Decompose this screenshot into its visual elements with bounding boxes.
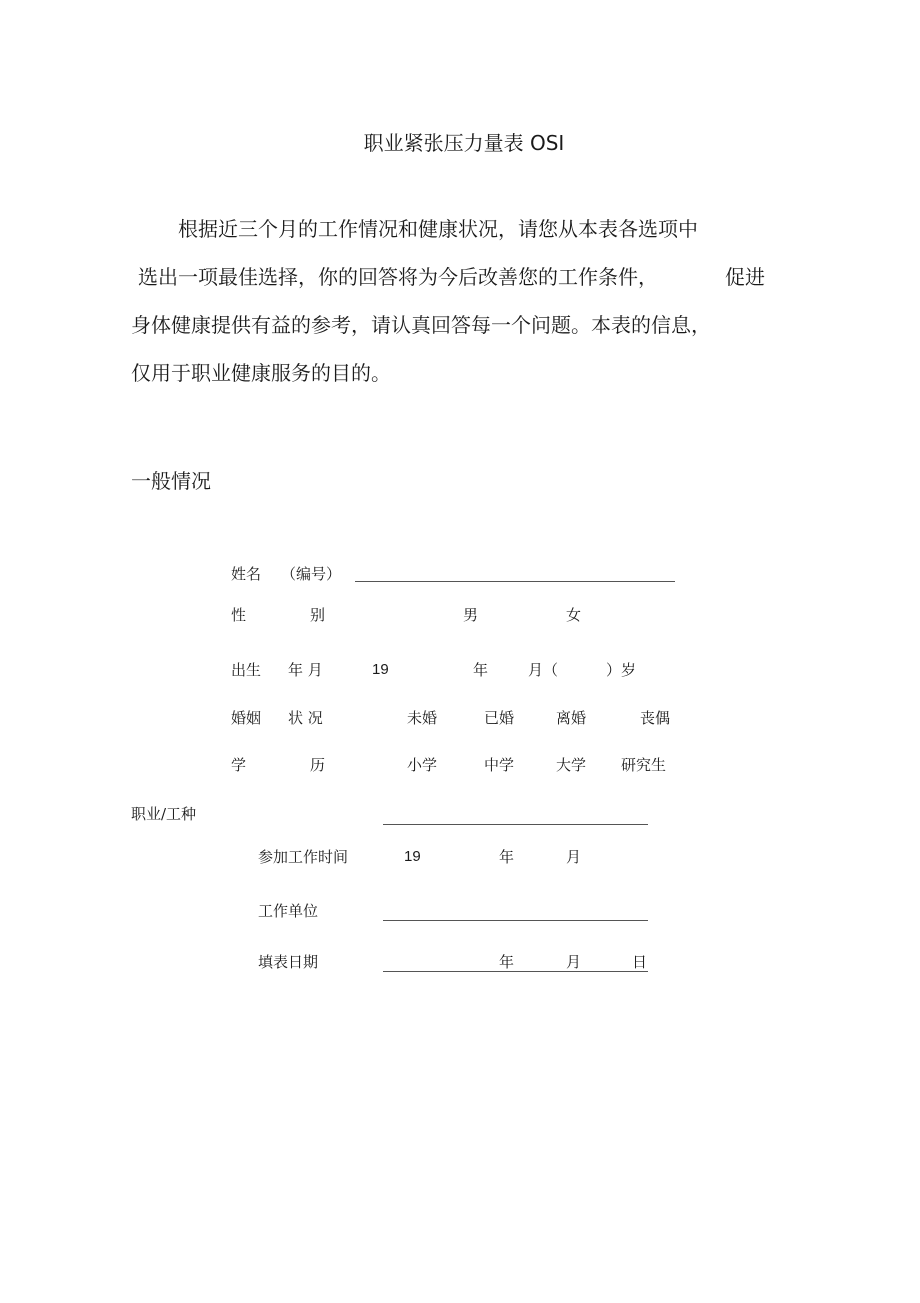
work-start-year-unit: 年 bbox=[499, 848, 515, 866]
work-start-label: 参加工作时间 bbox=[258, 848, 349, 866]
birth-year-prefix: 19 bbox=[372, 661, 389, 678]
intro-line-1: 根据近三个月的工作情况和健康状况，请您从本表各选项中 bbox=[178, 217, 698, 241]
work-start-year-prefix: 19 bbox=[404, 848, 421, 865]
intro-line-4: 仅用于职业健康服务的目的。 bbox=[131, 361, 391, 385]
marital-option-widowed[interactable]: 丧偶 bbox=[640, 709, 671, 727]
birth-month-unit: 月（ bbox=[528, 661, 559, 679]
birth-label-1: 出生 bbox=[231, 661, 262, 679]
birth-label-2: 年 月 bbox=[288, 661, 323, 679]
fill-date-label: 填表日期 bbox=[258, 953, 319, 971]
marital-label-1: 婚姻 bbox=[231, 709, 262, 727]
education-option-graduate[interactable]: 研究生 bbox=[621, 756, 667, 774]
fill-date-month-unit: 月 bbox=[566, 953, 582, 971]
marital-label-2: 状 况 bbox=[288, 709, 323, 727]
education-label-2: 历 bbox=[310, 756, 326, 774]
marital-option-divorced[interactable]: 离婚 bbox=[556, 709, 587, 727]
intro-line-2: 选出一项最佳选择，你的回答将为今后改善您的工作条件， bbox=[138, 265, 658, 289]
occupation-label: 职业/工种 bbox=[131, 805, 197, 823]
work-start-month-unit: 月 bbox=[566, 848, 582, 866]
name-input-line[interactable] bbox=[355, 581, 675, 582]
birth-age-unit: ）岁 bbox=[606, 661, 637, 679]
education-label-1: 学 bbox=[231, 756, 247, 774]
intro-line-3: 身体健康提供有益的参考，请认真回答每一个问题。本表的信息， bbox=[131, 313, 711, 337]
gender-option-male[interactable]: 男 bbox=[463, 606, 479, 624]
gender-label-1: 性 bbox=[231, 606, 247, 624]
occupation-input-line[interactable] bbox=[383, 824, 648, 825]
fill-date-input-line[interactable] bbox=[383, 971, 648, 972]
name-label: 姓名 bbox=[231, 565, 262, 583]
gender-option-female[interactable]: 女 bbox=[566, 606, 582, 624]
page-title: 职业紧张压力量表 OSI bbox=[363, 131, 565, 155]
employer-input-line[interactable] bbox=[383, 920, 648, 921]
section-heading-general: 一般情况 bbox=[131, 469, 211, 493]
education-option-university[interactable]: 大学 bbox=[556, 756, 587, 774]
fill-date-year-unit: 年 bbox=[499, 953, 515, 971]
birth-year-unit: 年 bbox=[473, 661, 489, 679]
education-option-primary[interactable]: 小学 bbox=[407, 756, 438, 774]
intro-line-2-end: 促进 bbox=[725, 265, 765, 289]
name-id-label: （编号） bbox=[281, 565, 342, 583]
marital-option-married[interactable]: 已婚 bbox=[484, 709, 515, 727]
marital-option-single[interactable]: 未婚 bbox=[407, 709, 438, 727]
employer-label: 工作单位 bbox=[258, 902, 319, 920]
gender-label-2: 别 bbox=[310, 606, 326, 624]
education-option-secondary[interactable]: 中学 bbox=[484, 756, 515, 774]
fill-date-day-unit: 日 bbox=[632, 953, 648, 971]
